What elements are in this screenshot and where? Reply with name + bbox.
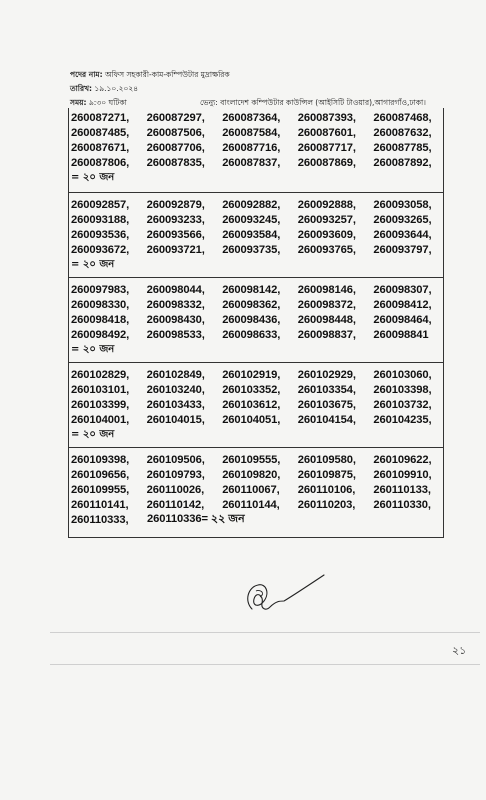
roll-number: 260110336= ২২ জন	[147, 513, 245, 525]
roll-number: 260087892,	[373, 156, 432, 169]
roll-number: 260087785,	[373, 141, 432, 154]
roll-number: 260098142,	[222, 283, 281, 296]
roll-number: 260110142,	[146, 498, 205, 511]
roll-row	[71, 212, 443, 227]
roll-number: 260087706,	[146, 141, 205, 154]
roll-number: 260087364,	[222, 111, 281, 124]
roll-number: 260093765,	[297, 243, 356, 256]
roll-number: 260102919,	[222, 368, 281, 381]
venue-value: বাংলাদেশ কম্পিউটার কাউন্সিল (আইসিটি টাওয়ার),আগারগাঁও,ঢাকা।	[220, 98, 426, 107]
roll-number: 260104001,	[71, 413, 130, 426]
roll-number: 260093058,	[373, 198, 432, 211]
roll-number: 260103399,	[71, 398, 130, 411]
roll-number: 260087632,	[373, 126, 432, 139]
roll-row	[71, 110, 443, 125]
roll-number: 260110141,	[71, 498, 129, 511]
roll-number: 260093245,	[222, 213, 281, 226]
roll-number: 260087468,	[373, 111, 432, 124]
roll-number: 260102929,	[297, 368, 356, 381]
date-line	[70, 84, 138, 94]
roll-row	[71, 140, 443, 155]
roll-number: 260104051,	[222, 413, 281, 426]
roll-number: 260109398,	[71, 453, 130, 466]
roll-number: 260110106,	[297, 483, 356, 496]
roll-number: 260104015,	[146, 413, 205, 426]
post-name-line	[70, 70, 230, 80]
roll-number: 260087869,	[297, 156, 356, 169]
roll-number: 260104235,	[373, 413, 432, 426]
time-label: সময়:	[70, 98, 87, 107]
roll-block	[69, 108, 443, 193]
roll-number: 260098492,	[71, 328, 130, 341]
roll-row	[71, 125, 443, 140]
roll-number: 260103352,	[222, 383, 281, 396]
roll-number: 260103060,	[373, 368, 432, 381]
roll-number: 260102829,	[71, 368, 130, 381]
roll-row	[71, 382, 443, 397]
roll-number: 260103398,	[373, 383, 432, 396]
roll-number: 260109910,	[373, 468, 432, 481]
page-number: ২১	[452, 644, 467, 657]
roll-number: 260098330,	[71, 298, 130, 311]
roll-number: 260087506,	[146, 126, 205, 139]
roll-row	[71, 452, 443, 467]
roll-row	[71, 227, 443, 242]
roll-row	[71, 397, 443, 412]
roll-number: 260109580,	[297, 453, 356, 466]
roll-number: 260109555,	[222, 453, 281, 466]
roll-number: 260110144,	[222, 498, 280, 511]
roll-number: 260109656,	[71, 468, 130, 481]
roll-number: 260098837,	[297, 328, 356, 341]
roll-number: 260087485,	[71, 126, 130, 139]
roll-number: 260098372,	[297, 298, 356, 311]
roll-number: 260098436,	[222, 313, 281, 326]
post-name-value: অফিস সহকারী-কাম-কম্পিউটার মুদ্রাক্ষরিক	[105, 70, 230, 79]
roll-number: 260092879,	[146, 198, 205, 211]
roll-number: 260103240,	[146, 383, 205, 396]
block-count: = ২০ জন	[71, 344, 115, 355]
roll-number: 260087837,	[222, 156, 281, 169]
roll-number: 260103675,	[297, 398, 356, 411]
roll-row	[71, 242, 443, 257]
roll-number: 260087601,	[297, 126, 356, 139]
roll-number: 260098841	[373, 328, 429, 341]
roll-number: 260087835,	[146, 156, 205, 169]
roll-number: 260098430,	[146, 313, 205, 326]
roll-number: 260098332,	[146, 298, 205, 311]
roll-row	[71, 467, 443, 482]
roll-row	[71, 497, 443, 512]
time-value: ৯:৩০ ঘটিকা	[88, 98, 127, 107]
roll-number: 260087717,	[297, 141, 356, 154]
roll-number: 260092888,	[297, 198, 356, 211]
roll-row	[71, 412, 443, 427]
roll-number: 260087271,	[71, 111, 130, 124]
roll-number: 260093672,	[71, 243, 130, 256]
roll-block	[69, 363, 443, 448]
roll-number: 260098418,	[71, 313, 130, 326]
roll-number: 260092882,	[222, 198, 281, 211]
roll-row	[71, 327, 443, 342]
roll-number: 260098412,	[373, 298, 432, 311]
roll-number: 260109955,	[71, 483, 130, 496]
roll-number: 260098146,	[297, 283, 356, 296]
roll-number: 260098307,	[373, 283, 432, 296]
post-name-label: পদের নাম:	[70, 70, 103, 79]
roll-number: 260098362,	[222, 298, 281, 311]
roll-number: 260098533,	[146, 328, 205, 341]
roll-number: 260093257,	[297, 213, 356, 226]
roll-number: 260092857,	[71, 198, 130, 211]
roll-number: 260087297,	[146, 111, 205, 124]
roll-number: 260109622,	[373, 453, 432, 466]
roll-number: 260110026,	[146, 483, 205, 496]
roll-row	[71, 297, 443, 312]
roll-number: 260093536,	[71, 228, 130, 241]
roll-number: 260110330,	[373, 498, 431, 511]
roll-number: 260087393,	[297, 111, 356, 124]
block-count: = ২০ জন	[71, 172, 115, 183]
roll-number: 260109793,	[146, 468, 205, 481]
roll-number: 260097983,	[71, 283, 130, 296]
roll-number: 260103612,	[222, 398, 281, 411]
roll-number: 260093735,	[222, 243, 281, 256]
roll-number: 260093566,	[146, 228, 205, 241]
roll-number: 260093233,	[146, 213, 205, 226]
roll-number: 260093644,	[373, 228, 432, 241]
roll-number: 260103433,	[146, 398, 205, 411]
roll-number: 260093609,	[297, 228, 356, 241]
block-count: = ২০ জন	[71, 259, 115, 270]
roll-block	[69, 278, 443, 363]
roll-number: 260103354,	[297, 383, 356, 396]
roll-number: 260109820,	[222, 468, 281, 481]
roll-number: 260110067,	[222, 483, 280, 496]
roll-number: 260109506,	[146, 453, 205, 466]
roll-number: 260109875,	[297, 468, 356, 481]
roll-block	[69, 448, 443, 538]
roll-number: 260098464,	[373, 313, 432, 326]
roll-row	[71, 282, 443, 297]
roll-number-table	[68, 108, 444, 538]
roll-number: 260087671,	[71, 141, 130, 154]
roll-number: 260093721,	[146, 243, 205, 256]
roll-number: 260093265,	[373, 213, 432, 226]
roll-number: 260098633,	[222, 328, 281, 341]
roll-number: 260104154,	[297, 413, 356, 426]
roll-number: 260093188,	[71, 213, 130, 226]
roll-number: 260087806,	[71, 156, 130, 169]
signature-mark	[240, 565, 330, 620]
roll-row	[71, 197, 443, 212]
roll-number: 260093584,	[222, 228, 281, 241]
time-line	[70, 98, 127, 108]
roll-number: 260087584,	[222, 126, 281, 139]
roll-number: 260110133,	[373, 483, 431, 496]
divider-bottom	[50, 664, 480, 665]
roll-number: 260102849,	[146, 368, 205, 381]
roll-number: 260103732,	[373, 398, 432, 411]
roll-row	[71, 482, 443, 497]
venue-label: ভেন্যু:	[200, 98, 218, 107]
roll-row	[71, 367, 443, 382]
date-label: তারিখ:	[70, 84, 92, 93]
roll-number: 260110203,	[297, 498, 356, 511]
roll-number: 260093797,	[373, 243, 432, 256]
roll-number: 260103101,	[71, 383, 130, 396]
roll-row	[71, 512, 443, 527]
roll-number: 260087716,	[222, 141, 281, 154]
roll-number: 260110333,	[71, 513, 129, 526]
roll-row	[71, 312, 443, 327]
roll-row	[71, 155, 443, 170]
roll-number: 260098448,	[297, 313, 356, 326]
date-value: ১৯.১০.২০২৪	[94, 84, 139, 93]
roll-number: 260098044,	[146, 283, 205, 296]
block-count: = ২০ জন	[71, 429, 115, 440]
divider-top	[50, 632, 480, 633]
roll-block	[69, 193, 443, 278]
